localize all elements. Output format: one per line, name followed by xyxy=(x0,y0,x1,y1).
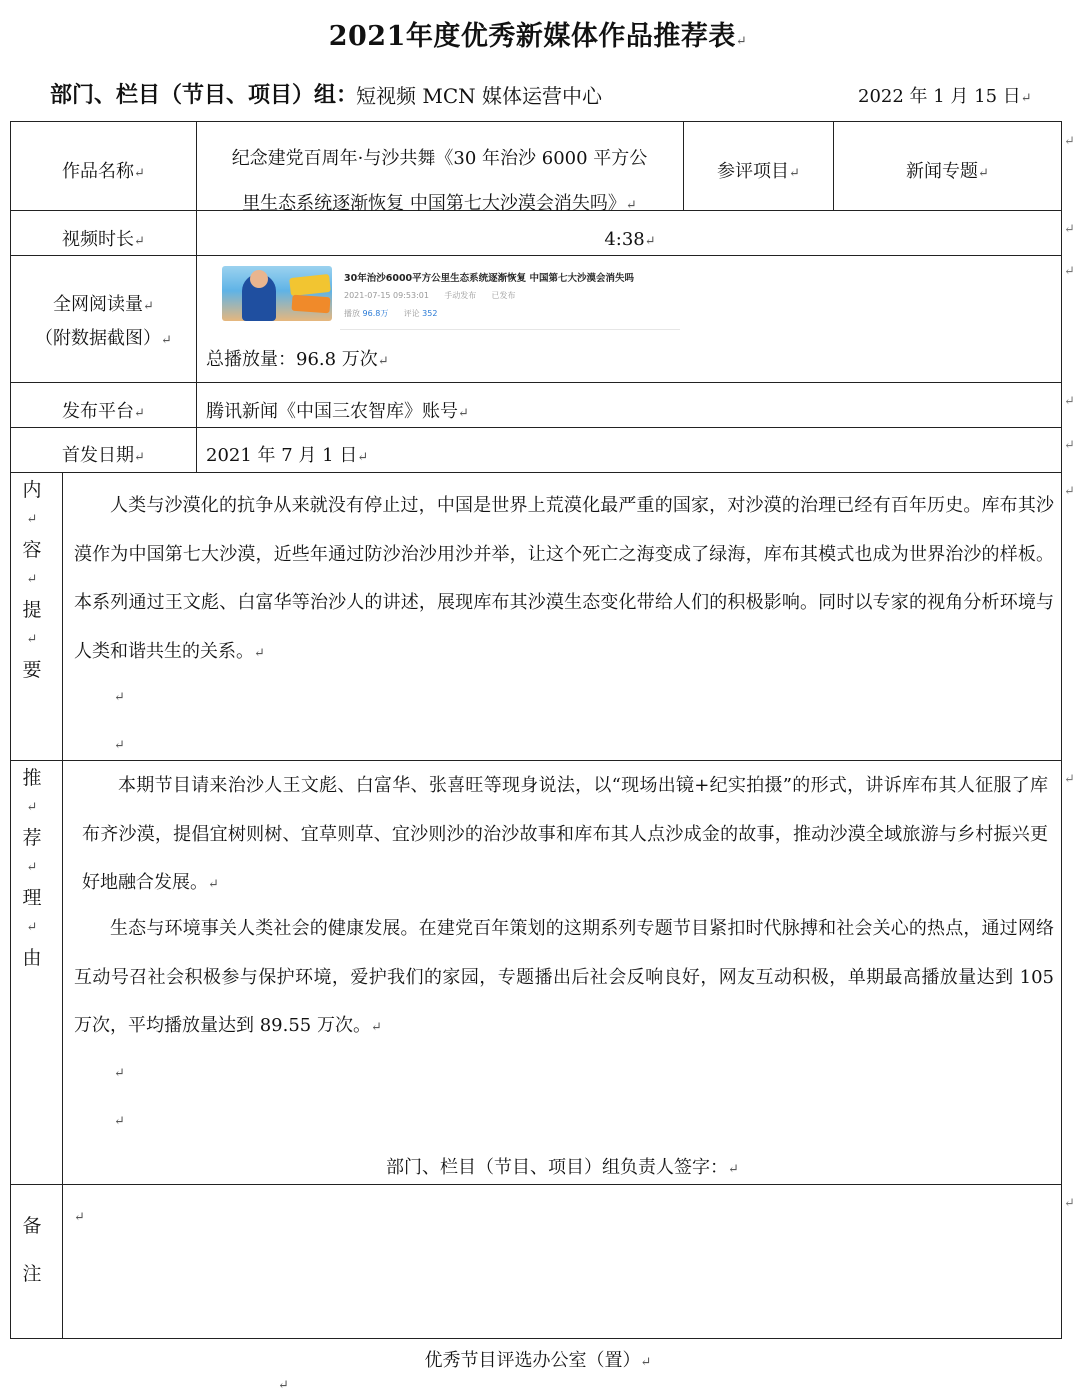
table-border-bottom xyxy=(10,1338,1062,1339)
submission-date: 2022 年 1 月 15 日↵ xyxy=(858,86,1032,107)
column-divider xyxy=(62,472,63,1338)
screenshot-meta: 2021-07-15 09:53:01 手动发布 已发布 xyxy=(344,291,516,300)
total-plays: 总播放量：96.8 万次↵ xyxy=(206,349,389,370)
department-value: 短视频 MCN 媒体运营中心 xyxy=(356,84,602,108)
summary-text: 人类与沙漠化的抗争从来就没有停止过，中国是世界上荒漠化最严重的国家，对沙漠的治理已经有百年历史。库布其沙漠作为中国第七大沙漠，近些年通过防沙治沙用沙并举，让这个死亡之海变成了绿海，库布其模式也成为世界治沙的样板。本系列通过王文彪、白富华等治沙人的讲述，展现库布其沙漠生态变化带给人们的积极影响。同时以专家的视角分析环境与人类和谐共生的关系。↵ xyxy=(74,495,1054,662)
row-end-mark: ↵ xyxy=(1064,394,1075,409)
row-end-mark: ↵ xyxy=(1064,222,1075,237)
paragraph-mark: ↵ xyxy=(114,738,125,753)
screenshot-stats: 播放 96.8万 评论 352 xyxy=(344,309,438,318)
duration-value: 4:38↵ xyxy=(604,229,656,250)
row-divider xyxy=(10,760,1062,761)
paragraph-mark: ↵ xyxy=(114,1066,125,1081)
screenshot-divider xyxy=(340,329,680,330)
department-label: 部门、栏目（节目、项目）组： xyxy=(50,82,359,108)
views-label: 全网阅读量↵ （附数据截图）↵ xyxy=(35,294,172,349)
duration-label: 视频时长↵ xyxy=(62,229,145,250)
work-name-label: 作品名称↵ xyxy=(62,161,145,182)
row-end-mark: ↵ xyxy=(1064,1196,1075,1211)
paragraph-mark: ↵ xyxy=(114,1114,125,1129)
platform-label: 发布平台↵ xyxy=(62,401,145,422)
reason-label: 推 ↵ 荐 ↵ 理 ↵ 由 xyxy=(22,767,42,969)
reason-text-1: 本期节目请来治沙人王文彪、白富华、张喜旺等现身说法，以“现场出镜+纪实拍摄”的形式，讲诉库布其人征服了库布齐沙漠，提倡宜树则树、宜草则草、宜沙则沙的治沙故事和库布其人点沙成金的故事，推动沙漠全域旅游与乡村振兴更好地融合发展。↵ xyxy=(82,775,1048,893)
screenshot-video-title: 30年治沙6000平方公里生态系统逐渐恢复 中国第七大沙漠会消失吗 xyxy=(344,273,634,284)
footer-office: 优秀节目评选办公室（置）↵ xyxy=(424,1350,652,1371)
page-title: 2021年度优秀新媒体作品推荐表↵ xyxy=(328,21,748,52)
row-end-mark: ↵ xyxy=(1064,264,1075,279)
category-value: 新闻专题↵ xyxy=(906,161,989,182)
table-border-top xyxy=(10,121,1062,122)
paragraph-mark: ↵ xyxy=(114,690,125,705)
row-end-mark: ↵ xyxy=(1064,134,1075,149)
first-date-value: 2021 年 7 月 1 日↵ xyxy=(206,445,369,466)
first-date-label: 首发日期↵ xyxy=(62,445,145,466)
platform-value: 腾讯新闻《中国三农智库》账号↵ xyxy=(206,401,469,422)
paragraph-mark: ↵ xyxy=(278,1378,289,1393)
row-end-mark: ↵ xyxy=(1064,484,1075,499)
row-end-mark: ↵ xyxy=(1064,772,1075,787)
table-border-right xyxy=(1061,121,1062,1338)
row-end-mark: ↵ xyxy=(1064,438,1075,453)
remarks-label: 备 注 xyxy=(22,1215,42,1285)
reason-text-2: 生态与环境事关人类社会的健康发展。在建党百年策划的这期系列专题节目紧扣时代脉搏和社会关心的热点，通过网络互动号召社会积极参与保护环境，爱护我们的家园，专题播出后社会反响良好，网友互动积极，单期最高播放量达到 105 万次，平均播放量达到 89.55 万次。↵ xyxy=(74,918,1054,1036)
paragraph-mark: ↵ xyxy=(735,34,748,49)
signature-label: 部门、栏目（节目、项目）组负责人签字：↵ xyxy=(386,1157,739,1178)
category-label: 参评项目↵ xyxy=(717,161,800,182)
paragraph-mark: ↵ xyxy=(74,1210,85,1225)
row-divider xyxy=(10,382,1062,383)
video-thumbnail xyxy=(222,266,332,321)
work-name-value: 纪念建党百周年·与沙共舞《30 年治沙 6000 平方公 里生态系统逐渐恢复 中国第七大沙漠会消失吗》↵ xyxy=(231,148,648,214)
summary-label: 内 ↵ 容 ↵ 提 ↵ 要 xyxy=(22,479,42,681)
